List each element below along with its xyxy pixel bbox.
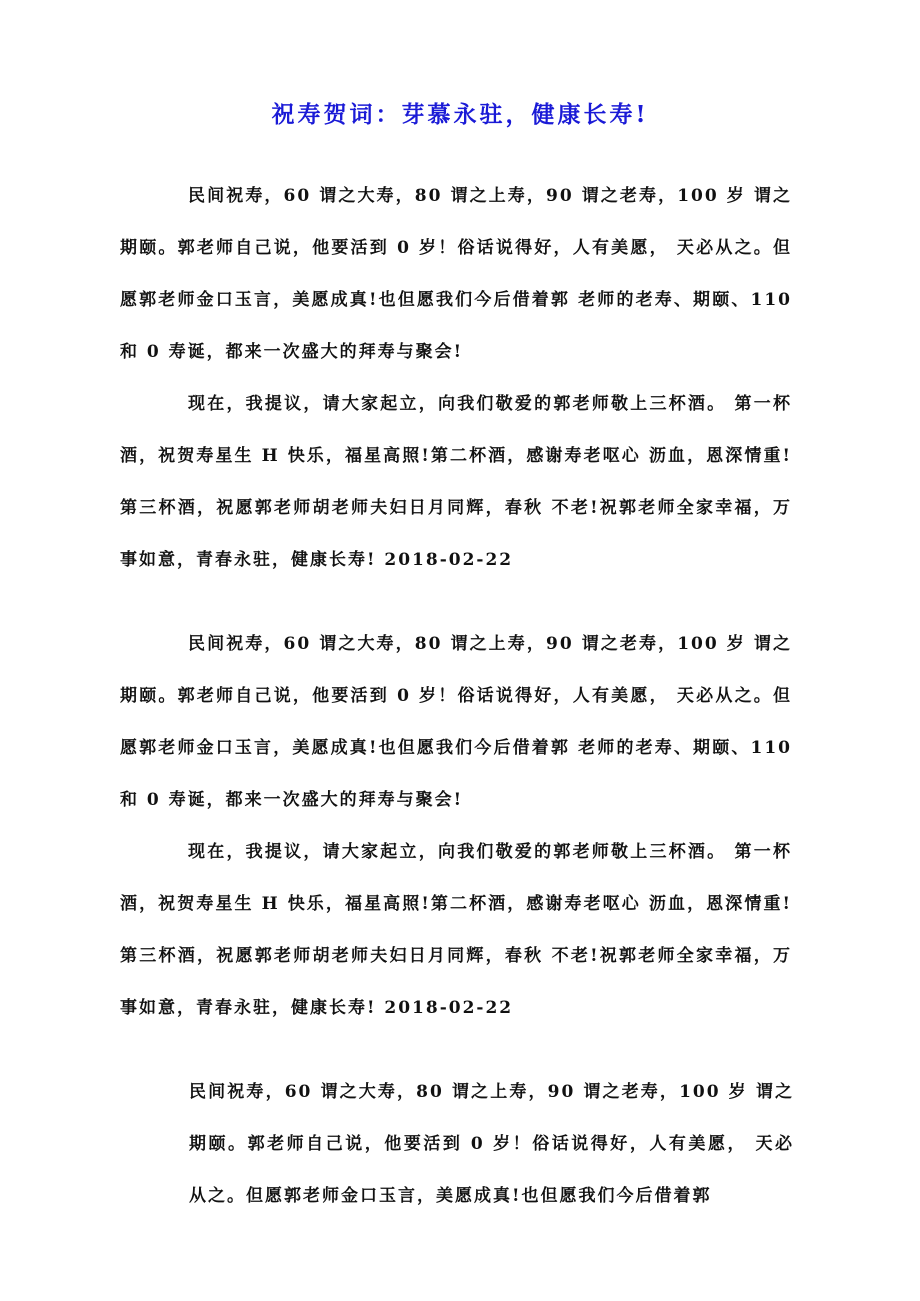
document-title: 祝寿贺词：芽慕永驻，健康长寿! (271, 101, 649, 128)
paragraph-block1-intro: 民间祝寿，60 谓之大寿，80 谓之上寿，90 谓之老寿，100 岁 谓之期颐。郭老师自己说，他要活到 0 岁！俗话说得好，人有美愿， 天必从之。但愿郭老师金口玉言，美愿成真!也但愿我们今后借着郭 老师的老寿、期颐、110 和 0 寿诞，都来一次盛大的拜寿与聚会! (120, 186, 792, 362)
paragraph-block1-toast: 现在，我提议，请大家起立，向我们敬爱的郭老师敬上三杯酒。 第一杯酒，祝贺寿星生 H 快乐，福星高照!第二杯酒，感谢寿老呕心 沥血，恩深情重!第三杯酒，祝愿郭老师胡老师夫妇日月同辉，春秋 不老!祝郭老师全家幸福，万事如意，青春永驻，健康长寿! 2018-02-22 (120, 394, 792, 570)
paragraph-block2-intro: 民间祝寿，60 谓之大寿，80 谓之上寿，90 谓之老寿，100 岁 谓之期颐。郭老师自己说，他要活到 0 岁！俗话说得好，人有美愿， 天必从之。但愿郭老师金口玉言，美愿成真!也但愿我们今后借着郭 老师的老寿、期颐、110 和 0 寿诞，都来一次盛大的拜寿与聚会! (120, 634, 792, 810)
paragraph-block2-toast: 现在，我提议，请大家起立，向我们敬爱的郭老师敬上三杯酒。 第一杯酒，祝贺寿星生 H 快乐，福星高照!第二杯酒，感谢寿老呕心 沥血，恩深情重!第三杯酒，祝愿郭老师胡老师夫妇日月同辉，春秋 不老!祝郭老师全家幸福，万事如意，青春永驻，健康长寿! 2018-02-22 (120, 842, 792, 1018)
paragraph-tail: 民间祝寿，60 谓之大寿，80 谓之上寿，90 谓之老寿，100 岁 谓之期颐。郭老师自己说，他要活到 0 岁！俗话说得好，人有美愿， 天必从之。但愿郭老师金口玉言，美愿成真!也但愿我们今后借着郭 (189, 1082, 794, 1206)
